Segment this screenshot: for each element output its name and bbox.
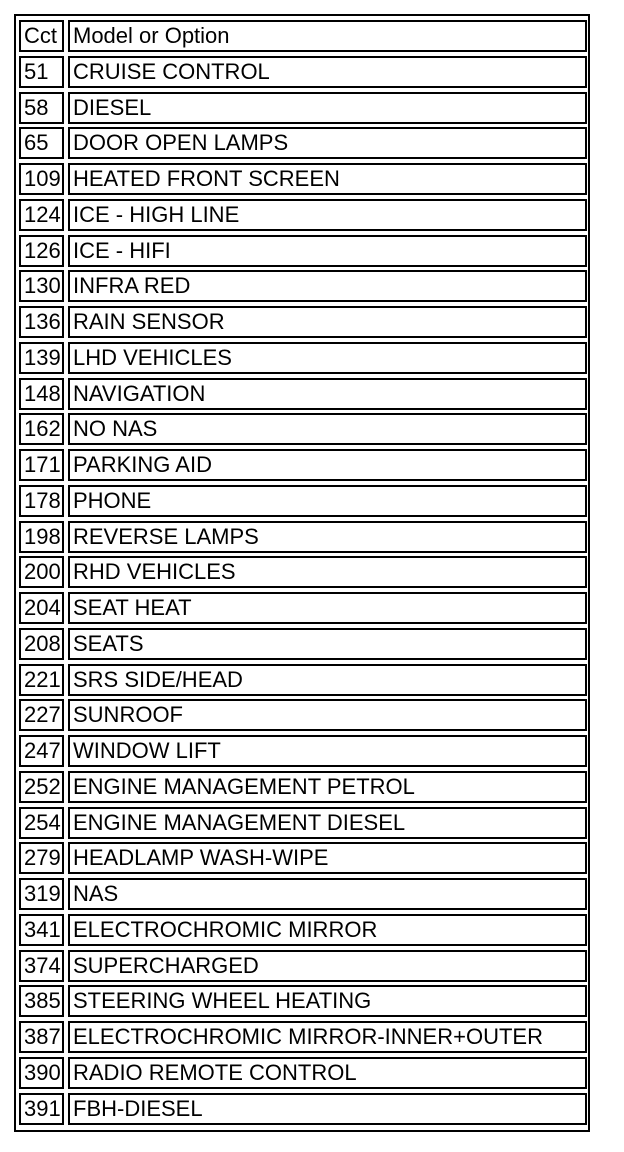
table-row (19, 807, 587, 839)
cct-cell: 374 (19, 950, 64, 982)
table-row (19, 628, 587, 660)
cct-cell: 387 (19, 1021, 64, 1053)
cct-cell: 58 (19, 92, 64, 124)
cct-cell: 200 (19, 556, 64, 588)
cct-cell: 227 (19, 699, 64, 731)
table-row (19, 1021, 587, 1053)
option-cell: NO NAS (68, 413, 587, 445)
table-row (19, 1093, 587, 1125)
cct-cell: 65 (19, 127, 64, 159)
cct-cell: 109 (19, 163, 64, 195)
table-row (19, 342, 587, 374)
table-row (19, 270, 587, 302)
option-cell: DOOR OPEN LAMPS (68, 127, 587, 159)
table-row (19, 199, 587, 231)
table-row (19, 771, 587, 803)
header-model-or-option: Model or Option (68, 20, 587, 52)
cct-cell: 124 (19, 199, 64, 231)
option-cell: SEAT HEAT (68, 592, 587, 624)
option-cell: NAVIGATION (68, 378, 587, 410)
table-row (19, 127, 587, 159)
table-row (19, 735, 587, 767)
cct-cell: 139 (19, 342, 64, 374)
option-cell: SEATS (68, 628, 587, 660)
cct-cell: 390 (19, 1057, 64, 1089)
option-cell: SUNROOF (68, 699, 587, 731)
table-row (19, 1057, 587, 1089)
option-cell: RHD VEHICLES (68, 556, 587, 588)
table-row (19, 449, 587, 481)
table-row (19, 842, 587, 874)
table-row (19, 878, 587, 910)
cct-cell: 279 (19, 842, 64, 874)
option-cell: ICE - HIGH LINE (68, 199, 587, 231)
option-cell: DIESEL (68, 92, 587, 124)
option-cell: FBH-DIESEL (68, 1093, 587, 1125)
option-cell: ENGINE MANAGEMENT PETROL (68, 771, 587, 803)
table-row (19, 306, 587, 338)
cct-cell: 385 (19, 985, 64, 1017)
cct-cell: 254 (19, 807, 64, 839)
option-cell: SUPERCHARGED (68, 950, 587, 982)
option-cell: NAS (68, 878, 587, 910)
table-row (19, 235, 587, 267)
table-row (19, 163, 587, 195)
cct-cell: 391 (19, 1093, 64, 1125)
option-cell: SRS SIDE/HEAD (68, 664, 587, 696)
table-row (19, 485, 587, 517)
table-row (19, 56, 587, 88)
option-cell: ICE - HIFI (68, 235, 587, 267)
cct-cell: 204 (19, 592, 64, 624)
table-row (19, 92, 587, 124)
option-cell: LHD VEHICLES (68, 342, 587, 374)
cct-cell: 126 (19, 235, 64, 267)
cct-cell: 208 (19, 628, 64, 660)
option-cell: PARKING AID (68, 449, 587, 481)
header-cct: Cct (19, 20, 64, 52)
table-row (19, 556, 587, 588)
option-cell: STEERING WHEEL HEATING (68, 985, 587, 1017)
table-row (19, 950, 587, 982)
table-row (19, 378, 587, 410)
option-cell: INFRA RED (68, 270, 587, 302)
option-cell: PHONE (68, 485, 587, 517)
table-row (19, 985, 587, 1017)
table-row (19, 521, 587, 553)
cct-cell: 136 (19, 306, 64, 338)
table-row (19, 592, 587, 624)
table-row (19, 914, 587, 946)
option-cell: ELECTROCHROMIC MIRROR (68, 914, 587, 946)
option-cell: RADIO REMOTE CONTROL (68, 1057, 587, 1089)
cct-cell: 252 (19, 771, 64, 803)
option-cell: HEADLAMP WASH-WIPE (68, 842, 587, 874)
cct-cell: 247 (19, 735, 64, 767)
option-cell: CRUISE CONTROL (68, 56, 587, 88)
cct-cell: 178 (19, 485, 64, 517)
cct-cell: 171 (19, 449, 64, 481)
cct-cell: 319 (19, 878, 64, 910)
option-cell: ELECTROCHROMIC MIRROR-INNER+OUTER (68, 1021, 587, 1053)
cct-cell: 148 (19, 378, 64, 410)
option-cell: WINDOW LIFT (68, 735, 587, 767)
option-cell: RAIN SENSOR (68, 306, 587, 338)
cct-cell: 162 (19, 413, 64, 445)
option-cell: HEATED FRONT SCREEN (68, 163, 587, 195)
cct-cell: 51 (19, 56, 64, 88)
option-cell: REVERSE LAMPS (68, 521, 587, 553)
table-row (19, 664, 587, 696)
cct-cell: 221 (19, 664, 64, 696)
option-cell: ENGINE MANAGEMENT DIESEL (68, 807, 587, 839)
cct-cell: 130 (19, 270, 64, 302)
table-row (19, 413, 587, 445)
cct-cell: 341 (19, 914, 64, 946)
table-header-row (19, 20, 587, 52)
cct-cell: 198 (19, 521, 64, 553)
table-row (19, 699, 587, 731)
